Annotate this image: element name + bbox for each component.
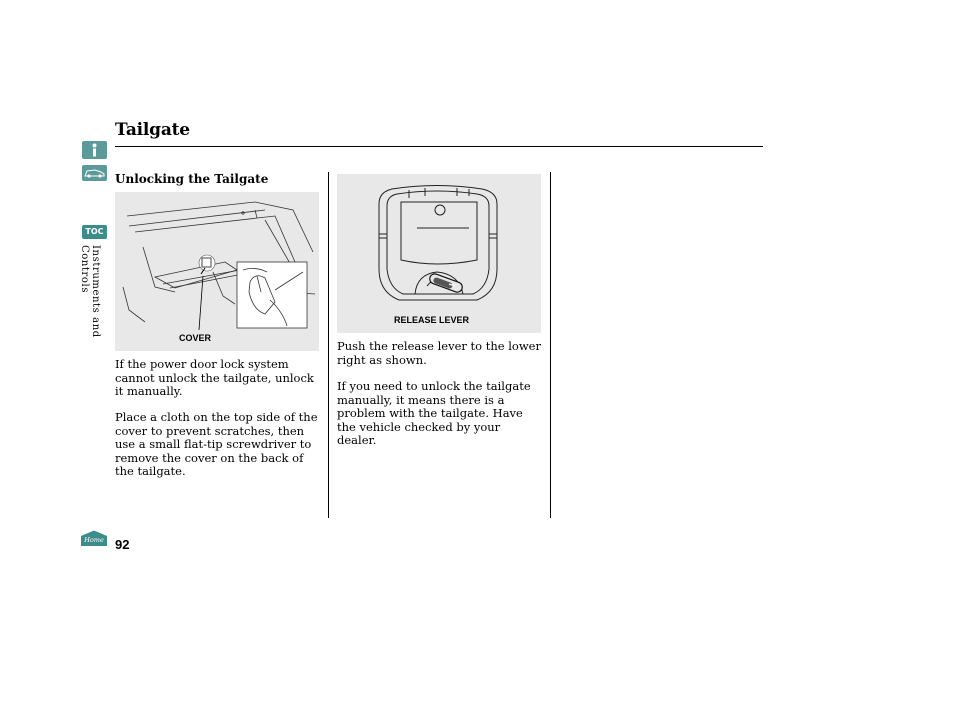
- car-icon: [82, 165, 107, 181]
- home-label: Home: [84, 536, 104, 544]
- release-lever-figure: [337, 174, 541, 333]
- toc-button[interactable]: TOC: [82, 225, 107, 239]
- paragraph: Place a cloth on the top side of the cover to prevent scratches, then use a small flat-tip screwdriver to remove the cover on the back of the tailgate.: [115, 410, 318, 478]
- info-button[interactable]: [82, 141, 107, 159]
- column-divider: [328, 172, 329, 518]
- paragraph: Push the release lever to the lower right as shown.: [337, 339, 541, 367]
- section-heading: Unlocking the Tailgate: [115, 172, 269, 186]
- paragraph: If you need to unlock the tailgate manually, it means there is a problem with the tailgate. Have the vehicle checked by your dealer.: [337, 379, 531, 447]
- page-title: Tailgate: [115, 120, 190, 140]
- figure-label-release-lever: RELEASE LEVER: [394, 315, 470, 325]
- paragraph: If the power door lock system cannot unlock the tailgate, unlock it manually.: [115, 357, 314, 398]
- section-label: Instruments and Controls: [79, 245, 101, 338]
- page-number: 92: [115, 537, 130, 552]
- figure-label-cover: COVER: [179, 333, 212, 343]
- vehicle-index-button[interactable]: [82, 165, 107, 181]
- tailgate-cover-illustration: [115, 192, 319, 351]
- cover-figure: [115, 192, 319, 351]
- home-button[interactable]: [80, 530, 108, 547]
- home-icon: [80, 530, 108, 547]
- column-divider: [550, 172, 551, 518]
- release-lever-illustration: [337, 174, 541, 333]
- info-icon: [82, 141, 107, 159]
- title-rule: [115, 146, 763, 147]
